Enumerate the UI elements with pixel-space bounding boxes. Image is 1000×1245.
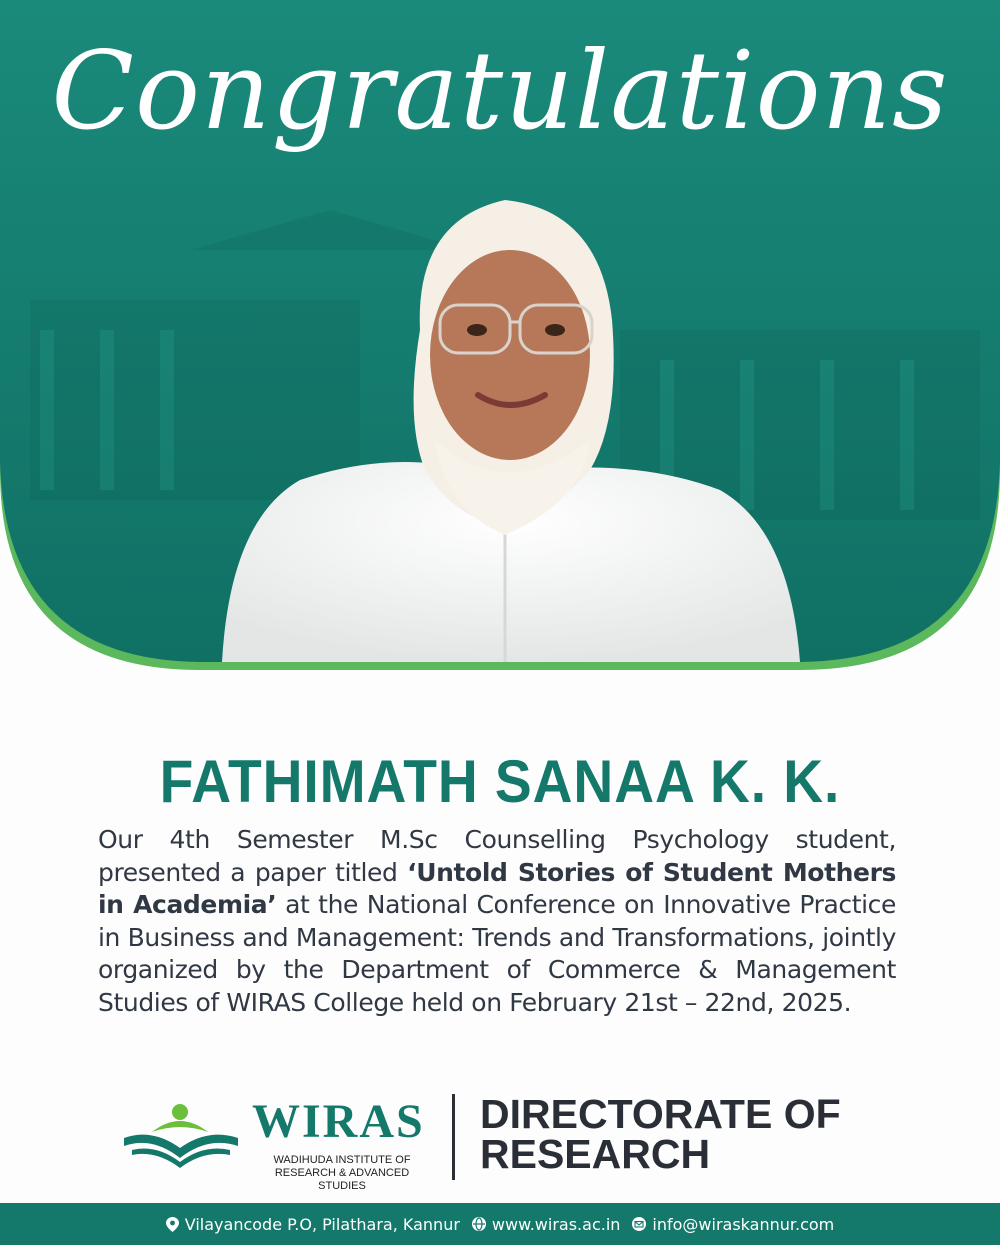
department-line1: DIRECTORATE OF — [480, 1091, 841, 1137]
email-link[interactable]: info@wiraskannur.com — [652, 1214, 835, 1234]
description-details: at the National Conference on Innovative Practice in Business and Management: Trends and Transformations, jointly organized by the Department of Commerce & Management Studies of WIRAS College held on February 21st – 22nd, 2025. — [98, 890, 896, 1017]
wiras-logo-text: WIRAS — [252, 1095, 425, 1148]
achievement-description — [98, 824, 896, 1019]
student-name: FATHIMATH SANAA K. K. — [159, 748, 841, 815]
footer-website[interactable] — [472, 1215, 620, 1234]
globe-icon — [472, 1217, 486, 1231]
contact-footer — [0, 1203, 1000, 1245]
logo-divider — [452, 1094, 455, 1180]
institution-branding — [122, 1090, 902, 1190]
description-intro: Our 4th Semester M.Sc Counselling Psychology student, presented a paper titled — [98, 825, 896, 887]
address-text: Vilayancode P.O, Pilathara, Kannur — [184, 1214, 460, 1234]
footer-email[interactable] — [632, 1215, 834, 1234]
institution-name-line1: WADIHUDA INSTITUTE OF — [273, 1154, 411, 1166]
institution-full-name — [252, 1154, 432, 1193]
website-link[interactable]: www.wiras.ac.in — [491, 1214, 621, 1234]
wiras-logo-icon — [122, 1100, 240, 1170]
department-line2: RESEARCH — [480, 1131, 711, 1177]
department-title — [480, 1091, 841, 1177]
email-icon — [632, 1217, 646, 1231]
location-pin-icon — [166, 1217, 179, 1232]
institution-name-line2: RESEARCH & ADVANCED STUDIES — [274, 1167, 410, 1192]
footer-address — [166, 1215, 460, 1234]
congratulations-title: Congratulations — [51, 29, 949, 154]
paper-title: ‘Untold Stories of Student Mothers in Academia’ — [98, 857, 896, 919]
